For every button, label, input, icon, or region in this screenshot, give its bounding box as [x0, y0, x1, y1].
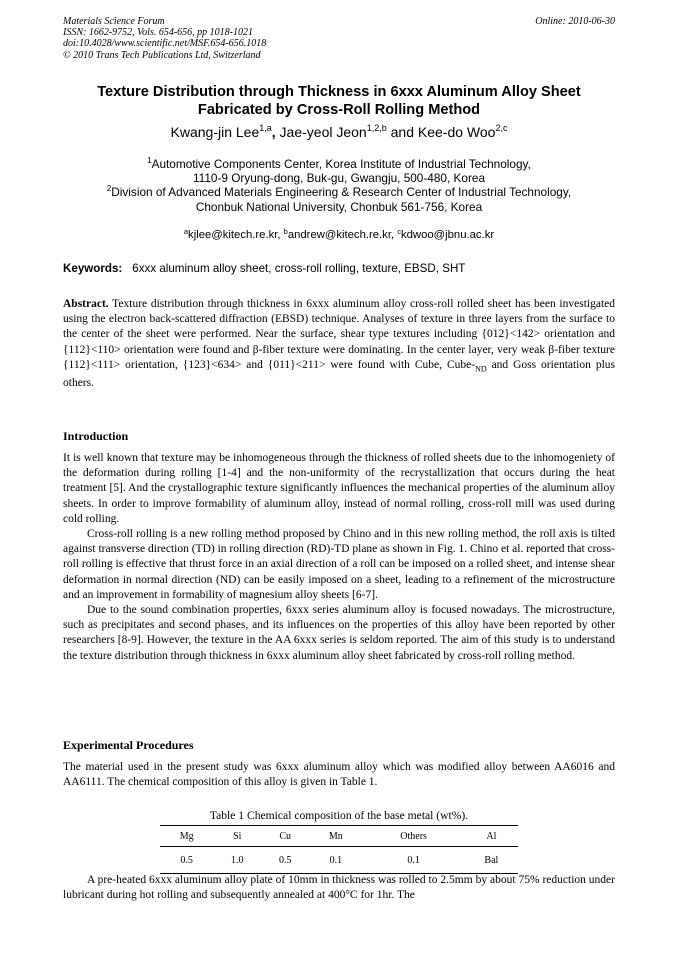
- email-link[interactable]: kjlee@kitech.re.kr: [188, 229, 278, 241]
- table-cell: 0.5: [160, 847, 213, 874]
- experimental-body-1: [63, 760, 615, 790]
- paper-title: [63, 84, 615, 119]
- journal-header: [63, 16, 266, 61]
- title-line-1: Texture Distribution through Thickness in 6xxx Aluminum Alloy Sheet: [97, 84, 581, 100]
- paragraph: A pre-heated 6xxx aluminum alloy plate of 10mm in thickness was rolled to 2.5mm by about 75% reduction under lubricant during hot rolling and subsequently annealed at 400°C for 1hr. The: [63, 874, 615, 902]
- table-cell: 0.1: [362, 847, 464, 874]
- section-heading-introduction: Introduction: [63, 429, 129, 443]
- title-line-2: Fabricated by Cross-Roll Rolling Method: [197, 101, 481, 118]
- affiliation-1: $^1$Automotive Components Center, Korea Institute of Industrial Technology,: [147, 156, 531, 171]
- paragraph: Due to the sound combination properties, 6xxx series aluminum alloy is focused nowadays. The microstructure, such as precipitates and second phases, and its influences on the properties of this alloy have been reported by other researchers [8-9]. However, the texture in the AA 6xxx series is seldom reported. The aim of this study is to understand the texture distribution through thickness in 6xxx aluminum alloy sheet fabricated by cross-roll rolling method.: [63, 604, 615, 662]
- author-name: Kee-do Woo: [417, 124, 496, 140]
- table-row: [160, 847, 518, 874]
- email-link[interactable]: kdwoo@jbnu.ac.kr: [401, 229, 495, 241]
- table-cell: 0.1: [309, 847, 362, 874]
- affiliation-2: $^2$Division of Advanced Materials Engineering & Research Center of Industrial Technology,: [106, 184, 572, 200]
- author-list: [63, 124, 615, 141]
- table-header-cell: Cu: [261, 826, 309, 847]
- table-caption: Table 1 Chemical composition of the base metal (wt%).: [209, 809, 469, 822]
- table-header-cell: Mn: [309, 826, 362, 847]
- journal-name: Materials Science Forum: [63, 16, 165, 27]
- table-header-cell: Mg: [160, 826, 213, 847]
- author-affil-sup: 1,a: [259, 123, 272, 133]
- keywords-text: 6xxx aluminum alloy sheet, cross-roll rolling, texture, EBSD, SHT: [132, 262, 466, 275]
- composition-table: [160, 825, 518, 874]
- author-name: Kwang-jin Lee: [170, 124, 260, 140]
- email-list: $^a$kjlee@kitech.re.kr, $^b$andrew@kitech.re.kr, $^c$kdwoo@jbnu.ac.kr: [183, 227, 495, 241]
- online-date: Online: 2010-06-30: [535, 16, 615, 27]
- table-header-cell: Al: [465, 826, 518, 847]
- introduction-body: [63, 451, 615, 664]
- table-cell: 0.5: [261, 847, 309, 874]
- abstract-label: Abstract.: [63, 298, 109, 310]
- table-header-cell: Si: [213, 826, 261, 847]
- author-separator: and: [386, 124, 418, 140]
- table-cell: Bal: [465, 847, 518, 874]
- affiliations: [63, 157, 615, 214]
- author-name: Jae-yeol Jeon: [279, 124, 367, 140]
- abstract-text: Texture distribution through thickness in 6xxx aluminum alloy cross-roll rolled sheet has been investigated using the electron back-scattered diffraction (EBSD) technique. Analyses of texture in three layers from the surface to the center of the sheet were performed. Near the surface, shear type textures including {012}<142> orientation and {112}<110> orientation were found and β-fiber texture were dominating. In the center layer, very weak β-fiber texture {112}<111> orientation, {123}<634> and {011}<211> were found with Cube, Cube-: [63, 298, 615, 371]
- author-separator: ,: [271, 124, 280, 140]
- journal-doi: doi:10.4028/www.scientific.net/MSF.654-656.1018: [63, 38, 267, 50]
- author-affil-sup: 1,2,b: [366, 123, 387, 133]
- abstract: Abstract. Texture distribution through thickness in 6xxx aluminum alloy cross-roll rolled sheet has been investigated using the electron back-scattered diffraction (EBSD) technique. Analyses of texture in three layers from the surface to the center of the sheet were performed. Near the surface, shear type textures including {012}<142> orientation and {112}<110> orientation were found and β-fiber texture were dominating. In the center layer, very weak β-fiber texture {112}<111> orientation, {123}<634> and {011}<211> were found with Cube, Cube-$_{ND}$ and Goss orientation plus others.: [63, 298, 615, 390]
- keywords: [63, 262, 465, 275]
- table-header-row: [160, 826, 518, 847]
- paragraph: It is well known that texture may be inhomogeneous through the thickness of rolled sheets due to the inhomogeniety of the deformation during rolling [1-4] and the non-uniformity of the recrystallization that occurs during the heat treatment [5]. And the crystallographic texture significantly influences the mechanical properties of the aluminum alloy sheets. In order to improve formability of aluminum alloy, instead of normal rolling, cross-roll mill was used during cold rolling.: [63, 452, 615, 525]
- section-heading-experimental: Experimental Procedures: [63, 738, 194, 752]
- paragraph: The material used in the present study was 6xxx aluminum alloy which was modified alloy between AA6016 and AA6111. The chemical composition of this alloy is given in Table 1.: [63, 761, 615, 789]
- journal-issn: ISSN: 1662-9752, Vols. 654-656, pp 1018-1021: [63, 27, 253, 39]
- table-cell: 1.0: [213, 847, 261, 874]
- journal-copyright: © 2010 Trans Tech Publications Ltd, Switzerland: [63, 49, 261, 61]
- email-link[interactable]: andrew@kitech.re.kr: [287, 229, 391, 241]
- keywords-label: Keywords:: [63, 262, 123, 275]
- experimental-body-2: [63, 873, 615, 903]
- table-header-cell: Others: [362, 826, 464, 847]
- paragraph: Cross-roll rolling is a new rolling method proposed by Chino and in this new rolling method, the roll axis is tilted against transverse direction (TD) in rolling direction (RD)-TD plane as shown in Fig. 1. Chino et al. reported that cross-roll rolling is effective that thrust force in an axial direction of a roll can be imposed on a rolled sheet, and intense shear deformation in normal direction (ND) can be easily imposed on a sheet, leading to a refinement of the microstructure and an improvement in formability of magnesium alloy sheets [6-7].: [63, 528, 615, 601]
- author-affil-sup: 2,c: [495, 123, 508, 133]
- affiliation-1-address: 1110-9 Oryung-dong, Buk-gu, Gwangju, 500-480, Korea: [192, 171, 486, 186]
- affiliation-2-address: Chonbuk National University, Chonbuk 561-756, Korea: [195, 199, 483, 214]
